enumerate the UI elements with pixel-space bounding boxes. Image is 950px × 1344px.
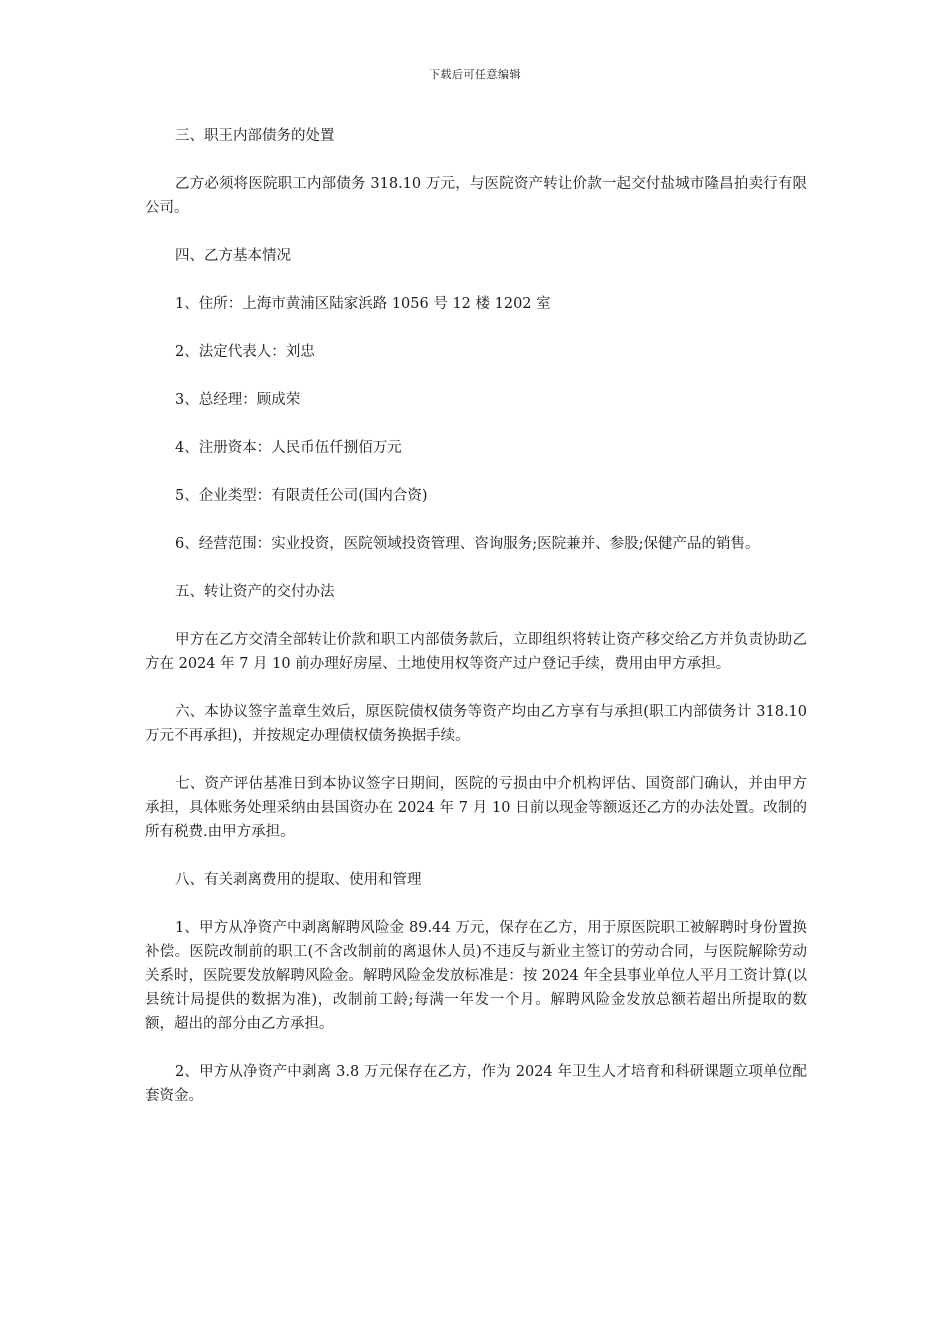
page-header: 下载后可任意编辑: [429, 68, 521, 81]
item-company-type: 5、企业类型：有限责任公司(国内合资): [175, 488, 428, 504]
paragraph-internal-debt: 乙方必须将医院职工内部债务 318.10 万元，与医院资产转让价款一起交付盐城市隆昌拍卖行有限公司。: [145, 176, 807, 216]
paragraph-severance-fund: 1、甲方从净资产中剥离解聘风险金 89.44 万元，保存在乙方，用于原医院职工被解聘时身份置换补偿。医院改制前的职工(不含改制前的离退休人员)不违反与新业主签订的劳动合同，与医院解除劳动关系时，医院要发放解聘风险金。解聘风险金发放标准是：按 2024 年全县事业单位人平月工资计算(以县统计局提供的数据为准)，改制前工龄;每满一年发一个月。解聘风险金发放总额若超出所提取的数额，超出的部分由乙方承担。: [145, 920, 807, 1032]
document-body: [145, 124, 807, 1108]
paragraph-research-fund: 2、甲方从净资产中剥离 3.8 万元保存在乙方，作为 2024 年卫生人才培育和科研课题立项单位配套资金。: [145, 1064, 807, 1104]
paragraph-asset-delivery: 甲方在乙方交清全部转让价款和职工内部债务款后，立即组织将转让资产移交给乙方并负责协助乙方在 2024 年 7 月 10 前办理好房屋、土地使用权等资产过户登记手续，费用由甲方承担。: [145, 632, 807, 672]
section-heading-3: 三、职王内部债务的处置: [175, 128, 335, 144]
item-registered-capital: 4、注册资本：人民币伍仟捌佰万元: [175, 440, 402, 456]
paragraph-clause-7: 七、资产评估基准日到本协议签字日期间，医院的亏损由中介机构评估、国资部门确认，并由甲方承担，具体账务处理采纳由县国资办在 2024 年 7 月 10 日前以现金等额返还乙方的办法处置。改制的所有税费.由甲方承担。: [145, 776, 807, 840]
paragraph-clause-6: 六、本协议签字盖章生效后，原医院债权债务等资产均由乙方享有与承担(职工内部债务计 318.10 万元不再承担)，并按规定办理债权债务换据手续。: [145, 704, 807, 744]
item-address: 1、住所：上海市黄浦区陆家浜路 1056 号 12 楼 1202 室: [175, 296, 551, 312]
item-business-scope: 6、经营范围：实业投资，医院领域投资管理、咨询服务;医院兼并、参股;保健产品的销售。: [175, 536, 760, 552]
section-heading-4: 四、乙方基本情况: [175, 248, 291, 264]
section-heading-5: 五、转让资产的交付办法: [175, 584, 335, 600]
item-general-manager: 3、总经理：顾成荣: [175, 392, 301, 408]
section-heading-8: 八、有关剥离费用的提取、使用和管理: [175, 872, 422, 888]
item-legal-representative: 2、法定代表人：刘忠: [175, 344, 315, 360]
